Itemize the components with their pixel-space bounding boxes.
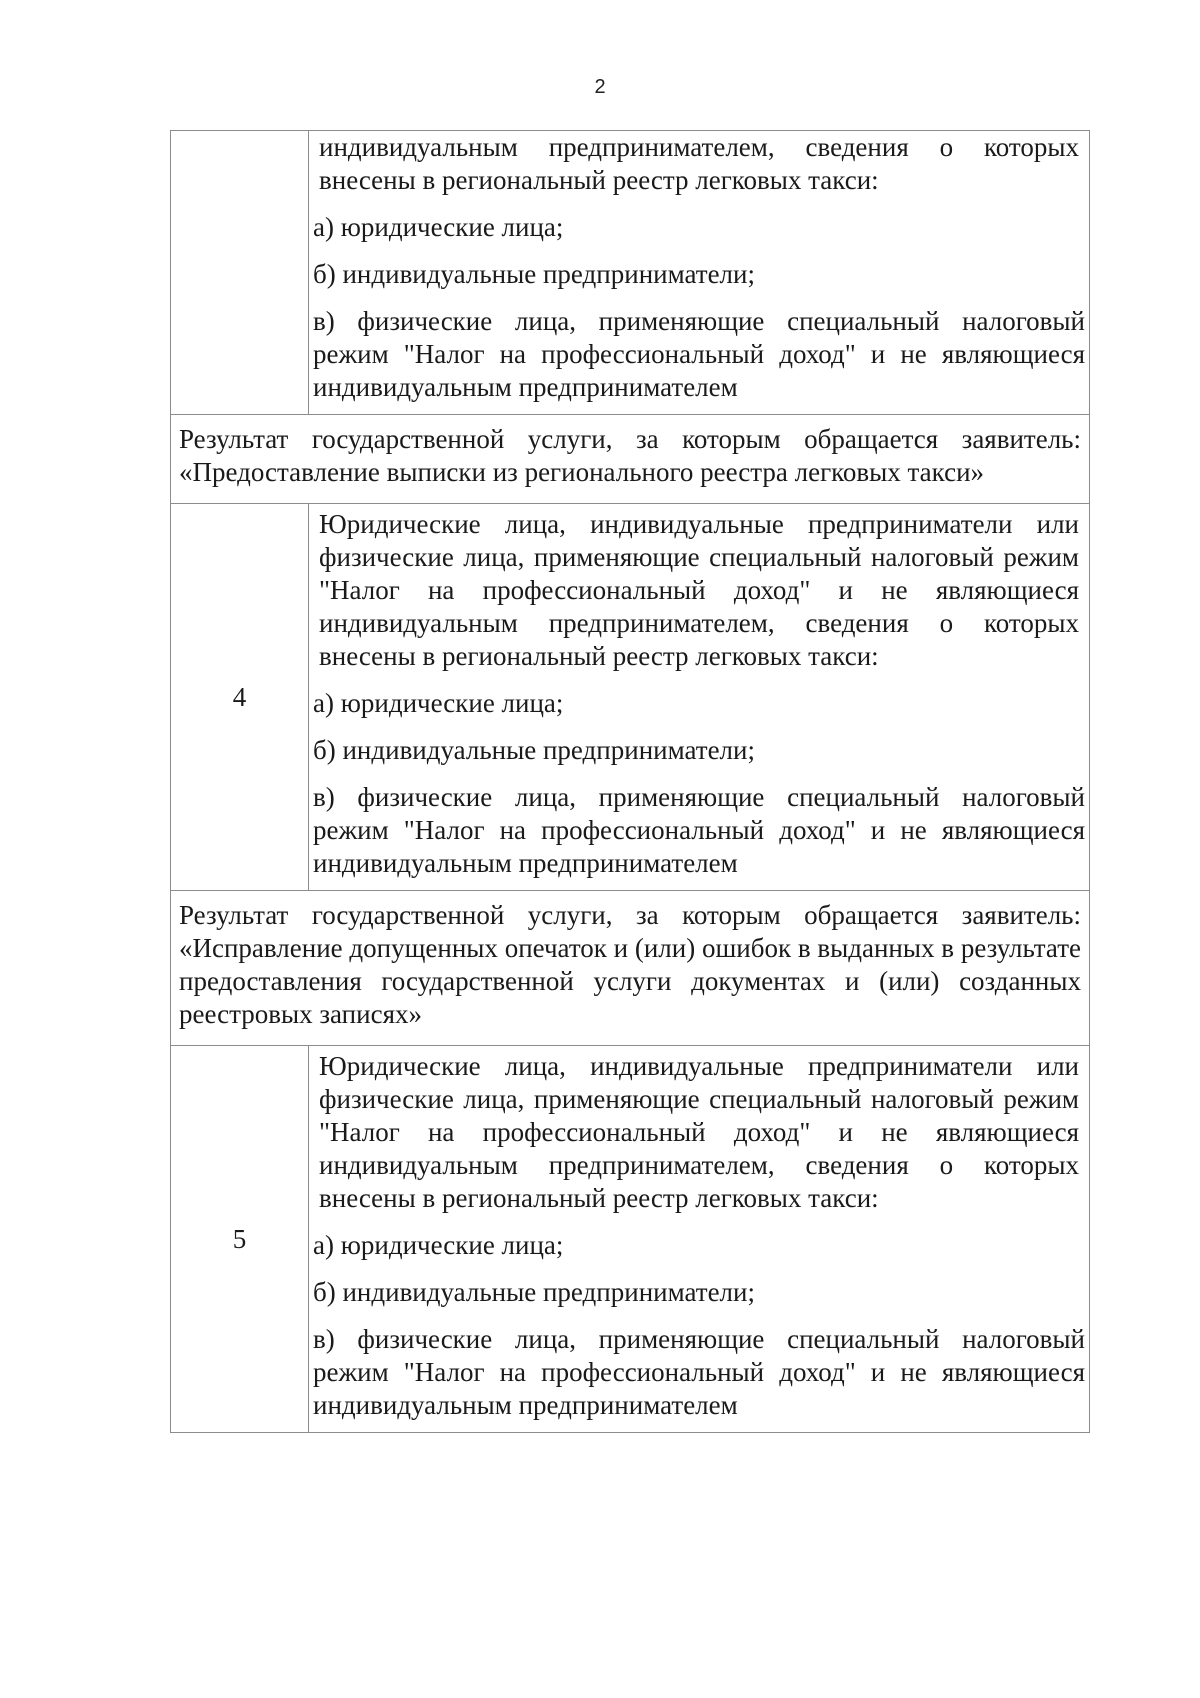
- applicant-item: б) индивидуальные предприниматели;: [313, 1277, 755, 1307]
- applicants-table: [170, 130, 1090, 1433]
- row-number: [171, 131, 309, 415]
- applicant-item: а) юридические лица;: [313, 1230, 564, 1260]
- applicant-item: б) индивидуальные предприниматели;: [313, 259, 755, 289]
- service-result-heading: Результат государственной услуги, за которым обращается заявитель: «Исправление допущенных опечаток и (или) ошибок в выданных в результате предоставления государственной услуги документах и (или) созданных реестровых записях»: [171, 891, 1090, 1046]
- table-row: [171, 415, 1090, 504]
- applicant-description: Юридические лица, индивидуальные предприниматели или физические лица, применяющие специальный налоговый режим "Налог на профессиональный доход" и не являющиеся индивидуальным предпринимателем, сведения о которых внесены в региональный реестр легковых такси:: [319, 509, 1079, 671]
- page-number: 2: [594, 76, 606, 98]
- applicant-cell: [309, 1046, 1090, 1433]
- applicant-cell: [309, 504, 1090, 891]
- applicant-item: в) физические лица, применяющие специальный налоговый режим "Налог на профессиональный доход" и не являющиеся индивидуальным предпринимателем: [313, 306, 1085, 402]
- applicant-item: а) юридические лица;: [313, 212, 564, 242]
- applicant-item: б) индивидуальные предприниматели;: [313, 735, 755, 765]
- applicant-description: индивидуальным предпринимателем, сведения о которых внесены в региональный реестр легковых такси:: [319, 132, 1079, 195]
- applicant-cell: [309, 131, 1090, 415]
- table-row: [171, 131, 1090, 415]
- table-row: [171, 504, 1090, 891]
- table-row: [171, 891, 1090, 1046]
- applicant-description: Юридические лица, индивидуальные предприниматели или физические лица, применяющие специальный налоговый режим "Налог на профессиональный доход" и не являющиеся индивидуальным предпринимателем, сведения о которых внесены в региональный реестр легковых такси:: [319, 1051, 1079, 1213]
- applicant-item: а) юридические лица;: [313, 688, 564, 718]
- row-number: 4: [171, 504, 309, 891]
- applicant-item: в) физические лица, применяющие специальный налоговый режим "Налог на профессиональный доход" и не являющиеся индивидуальным предпринимателем: [313, 782, 1085, 878]
- service-result-heading: Результат государственной услуги, за которым обращается заявитель: «Предоставление выписки из регионального реестра легковых такси»: [171, 415, 1090, 504]
- row-number: 5: [171, 1046, 309, 1433]
- applicant-item: в) физические лица, применяющие специальный налоговый режим "Налог на профессиональный доход" и не являющиеся индивидуальным предпринимателем: [313, 1324, 1085, 1420]
- table-row: [171, 1046, 1090, 1433]
